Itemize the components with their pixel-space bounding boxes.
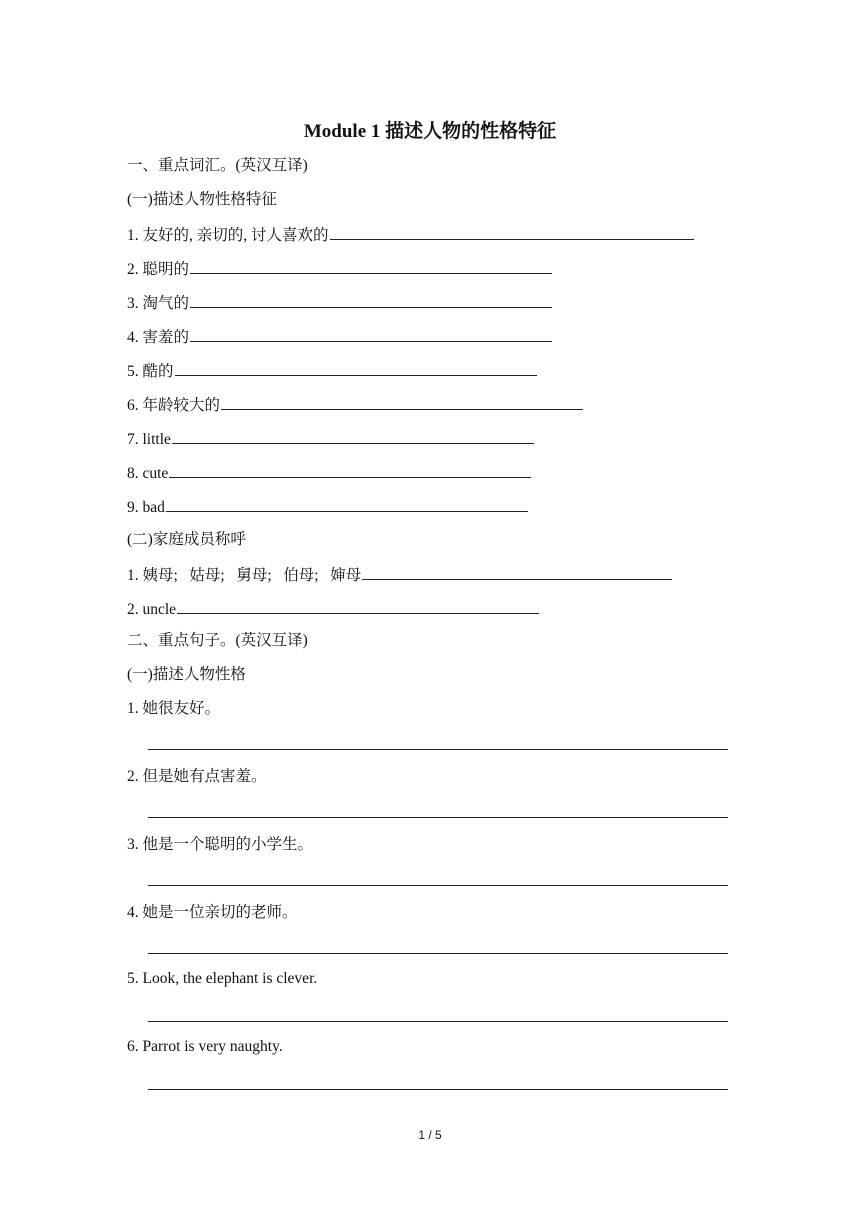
family-item-1-text: 1. 姨母; 姑母; 舅母; 伯母; 婶母 [127, 567, 362, 584]
vocab-item-4 [127, 325, 552, 347]
answer-blank[interactable] [166, 495, 528, 512]
sentence-item-4: 4. 她是一位亲切的老师。 [127, 904, 298, 921]
vocab-item-8-text: 8. cute [127, 465, 169, 482]
section-1-heading: 一、重点词汇。(英汉互译) [127, 157, 308, 174]
answer-line[interactable] [148, 1020, 728, 1022]
section-2-sub-1: (一)描述人物性格 [127, 666, 246, 683]
sentence-item-5: 5. Look, the elephant is clever. [127, 970, 318, 987]
answer-line[interactable] [148, 884, 728, 886]
sentence-item-1: 1. 她很友好。 [127, 700, 221, 717]
vocab-item-2-text: 2. 聪明的 [127, 261, 190, 278]
family-item-2 [127, 597, 539, 619]
family-item-1 [127, 563, 672, 585]
vocab-item-7-text: 7. little [127, 431, 171, 448]
page-number: 1 / 5 [418, 1128, 442, 1142]
answer-blank[interactable] [362, 563, 672, 580]
answer-line[interactable] [148, 748, 728, 750]
answer-blank[interactable] [172, 427, 534, 444]
answer-blank[interactable] [190, 257, 552, 274]
vocab-item-9 [127, 495, 528, 517]
vocab-item-6 [127, 393, 583, 415]
answer-blank[interactable] [175, 359, 537, 376]
vocab-item-5-text: 5. 酷的 [127, 363, 174, 380]
vocab-item-3 [127, 291, 552, 313]
section-2-heading: 二、重点句子。(英汉互译) [127, 632, 308, 649]
page-title: Module 1 描述人物的性格特征 [303, 121, 557, 142]
answer-blank[interactable] [190, 325, 552, 342]
vocab-item-3-text: 3. 淘气的 [127, 295, 190, 312]
answer-blank[interactable] [190, 291, 552, 308]
section-1-sub-1: (一)描述人物性格特征 [127, 191, 277, 208]
answer-blank[interactable] [221, 393, 583, 410]
family-item-2-text: 2. uncle [127, 601, 177, 618]
vocab-item-2 [127, 257, 552, 279]
sentence-item-3: 3. 他是一个聪明的小学生。 [127, 836, 314, 853]
vocab-item-6-text: 6. 年龄较大的 [127, 397, 221, 414]
sentence-item-6: 6. Parrot is very naughty. [127, 1038, 283, 1055]
vocab-item-7 [127, 427, 534, 449]
vocab-item-9-text: 9. bad [127, 499, 165, 516]
vocab-item-5 [127, 359, 537, 381]
sentence-item-2: 2. 但是她有点害羞。 [127, 768, 267, 785]
answer-blank[interactable] [177, 597, 539, 614]
vocab-item-1-text: 1. 友好的, 亲切的, 讨人喜欢的 [127, 227, 329, 244]
answer-blank[interactable] [330, 223, 694, 240]
vocab-item-4-text: 4. 害羞的 [127, 329, 190, 346]
answer-blank[interactable] [169, 461, 531, 478]
answer-line[interactable] [148, 1088, 728, 1090]
answer-line[interactable] [148, 816, 728, 818]
vocab-item-8 [127, 461, 531, 483]
answer-line[interactable] [148, 952, 728, 954]
vocab-item-1 [127, 223, 694, 245]
section-1-sub-2: (二)家庭成员称呼 [127, 531, 246, 548]
